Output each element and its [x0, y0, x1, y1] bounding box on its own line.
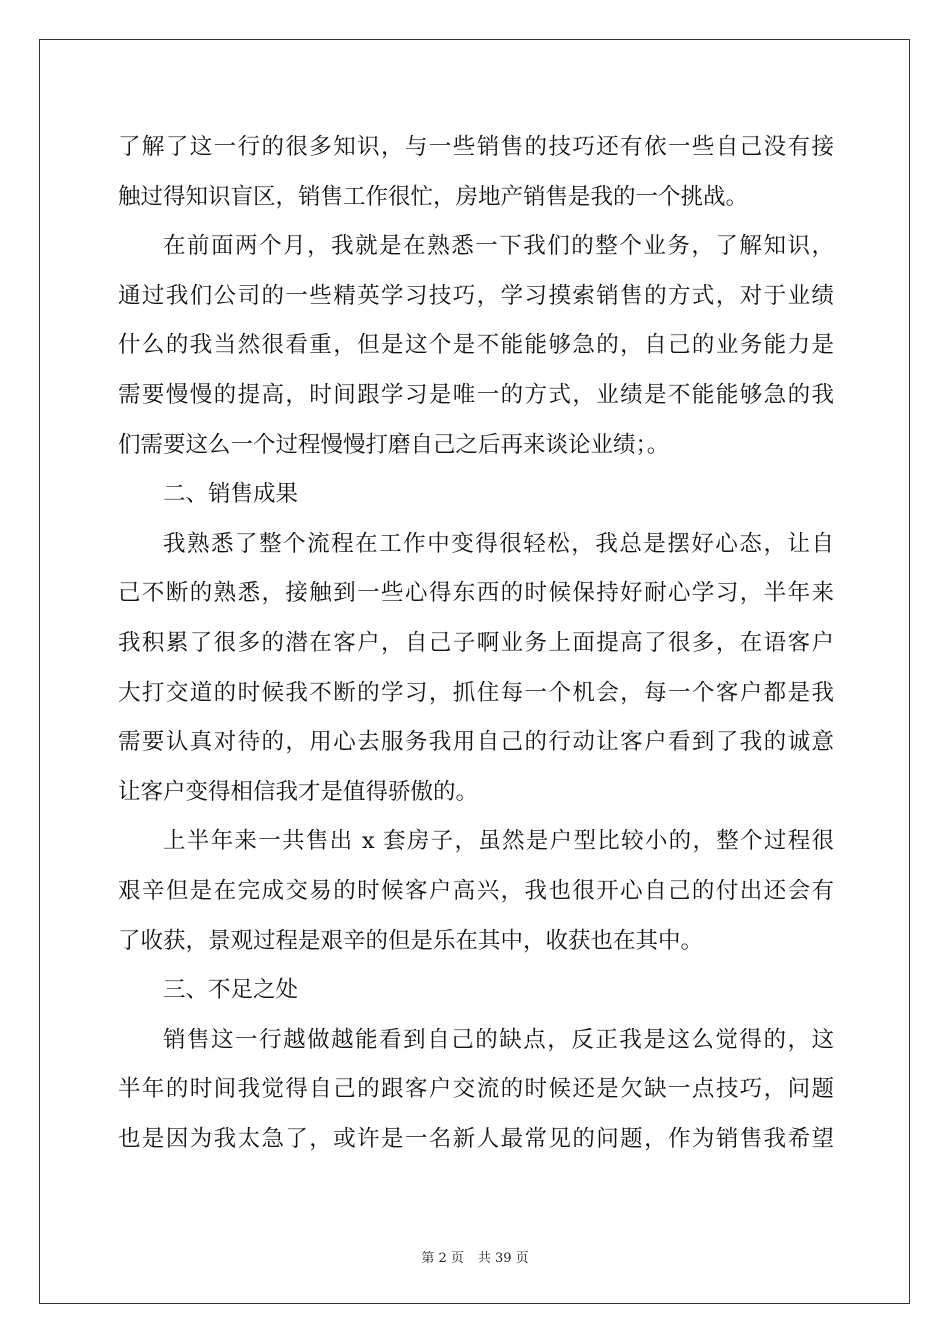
- page-total: 共 39 页: [477, 1251, 529, 1266]
- document-body: [118, 123, 834, 1164]
- text-line: 我熟悉了整个流程在工作中变得很轻松，我总是摆好心态，让自: [163, 530, 834, 557]
- text-line: 己不断的熟悉，接触到一些心得东西的时候保持好耐心学习，半年来: [118, 580, 834, 607]
- text-line: 需要慢慢的提高，时间跟学习是唯一的方式，业绩是不能能够急的我: [118, 381, 834, 408]
- page-footer: [0, 1247, 950, 1266]
- section-heading: 三、不足之处: [163, 977, 299, 1004]
- text-line: 们需要这么一个过程慢慢打磨自己之后再来谈论业绩；。: [118, 431, 670, 458]
- text-line: 也是因为我太急了，或许是一名新人最常见的问题，作为销售我希望: [118, 1125, 834, 1152]
- text-line: 通过我们公司的一些精英学习技巧，学习摸索销售的方式，对于业绩: [118, 282, 834, 309]
- text-line: 在前面两个月，我就是在熟悉一下我们的整个业务，了解知识，: [163, 233, 834, 260]
- section-heading: 二、销售成果: [163, 481, 299, 508]
- text-line: 需要认真对待的，用心去服务我用自己的行动让客户看到了我的诚意: [118, 729, 834, 756]
- text-line: 我积累了很多的潜在客户，自己子啊业务上面提高了很多，在语客户: [118, 629, 834, 656]
- page-number: 第 2 页: [421, 1251, 464, 1266]
- text-line: 销售这一行越做越能看到自己的缺点，反正我是这么觉得的，这: [163, 1026, 834, 1053]
- text-line: 了收获，景观过程是艰辛的但是乐在其中，收获也在其中。: [118, 927, 704, 954]
- text-line: 了解了这一行的很多知识，与一些销售的技巧还有依一些自己没有接: [118, 134, 834, 160]
- text-line: 触过得知识盲区，销售工作很忙，房地产销售是我的一个挑战。: [118, 183, 749, 210]
- text-line: 大打交道的时候我不断的学习，抓住每一个机会，每一个客户都是我: [118, 679, 834, 706]
- text-line: 什么的我当然很看重，但是这个是不能能够急的，自己的业务能力是: [118, 332, 834, 359]
- text-line: 艰辛但是在完成交易的时候客户高兴，我也很开心自己的付出还会有: [118, 877, 834, 904]
- text-line: 上半年来一共售出 x 套房子，虽然是户型比较小的，整个过程很: [163, 828, 834, 855]
- text-line: 让客户变得相信我才是值得骄傲的。: [118, 778, 479, 805]
- text-line: 半年的时间我觉得自己的跟客户交流的时候还是欠缺一点技巧，问题: [118, 1076, 834, 1103]
